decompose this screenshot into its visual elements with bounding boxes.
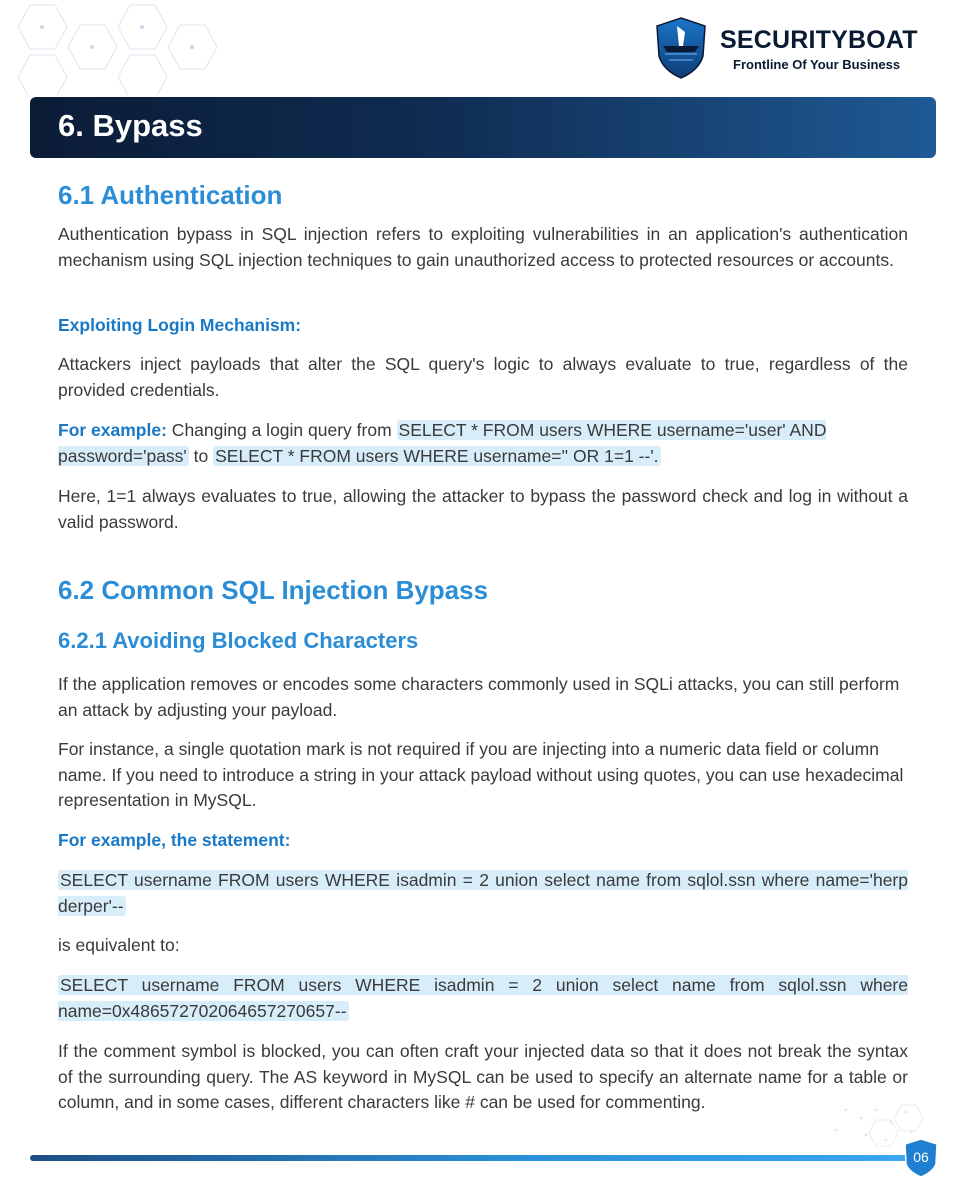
bypass-explanation-paragraph: Here, 1=1 always evaluates to true, allowing the attacker to bypass the password check and log in without a valid password.: [58, 486, 908, 532]
exploiting-login-subheading: Exploiting Login Mechanism:: [58, 315, 302, 335]
login-example-paragraph: [58, 418, 908, 469]
section-heading-authentication: 6.1 Authentication: [58, 180, 283, 210]
example-text: to: [188, 445, 214, 466]
brand-logo: [655, 16, 940, 82]
code-snippet-string-query: SELECT username FROM users WHERE isadmin = 2 union select name from sqlol.ssn where name='herp derper'--: [58, 870, 908, 916]
blocked-characters-paragraph: If the application removes or encodes some characters commonly used in SQLi attacks, you can still perform an attack by adjusting your payload.: [58, 674, 900, 720]
brand-name: SECURITYBOAT: [720, 26, 918, 54]
subsection-heading-blocked-characters: 6.2.1 Avoiding Blocked Characters: [58, 628, 419, 653]
dot-pattern-decoration: [726, 1100, 926, 1155]
login-logic-paragraph: Attackers inject payloads that alter the SQL query's logic to always evaluate to true, regardless of the provided credentials.: [58, 354, 908, 400]
comment-bypass-paragraph: If the comment symbol is blocked, you can often craft your injected data so that it does not break the syntax of the surrounding query. The AS keyword in MySQL can be used to specify an alternate name for a table or column, and in some cases, different characters like # can be used for commenting.: [58, 1041, 908, 1112]
code-snippet-hex-query: SELECT username FROM users WHERE isadmin = 2 union select name from sqlol.ssn where name=0x486572702064657270657--: [58, 975, 908, 1021]
code-block-hex-query: [58, 973, 908, 1024]
section-banner: [30, 97, 936, 158]
hexagon-pattern-decoration: [0, 0, 240, 95]
statement-example-label: For example, the statement:: [58, 830, 291, 850]
code-snippet-injected-query: SELECT * FROM users WHERE username='' OR 1=1 --'.: [215, 445, 659, 466]
section-heading-common-bypass: 6.2 Common SQL Injection Bypass: [58, 575, 489, 605]
hex-representation-paragraph: For instance, a single quotation mark is not required if you are injecting into a numeric data field or column name. If you need to introduce a string in your attack payload without using quotes, you can use hexadecimal representation in MySQL.: [58, 739, 904, 810]
example-label: For example:: [58, 420, 167, 440]
page-title: 6. Bypass: [58, 108, 203, 143]
footer-divider: [30, 1155, 910, 1161]
shield-logo-icon: [655, 16, 707, 80]
page-number: 06: [913, 1149, 929, 1165]
code-block-string-query: [58, 868, 908, 919]
brand-tagline: Frontline Of Your Business: [733, 57, 901, 72]
authentication-intro-paragraph: Authentication bypass in SQL injection refers to exploiting vulnerabilities in an application's authentication mechanism using SQL injection techniques to gain unauthorized access to protected resources or accounts.: [58, 224, 908, 270]
example-text: Changing a login query from: [166, 420, 397, 440]
code-snippet-original-query: SELECT * FROM users WHERE username='user' AND password='pass': [58, 420, 827, 466]
equivalent-label: is equivalent to:: [58, 935, 180, 955]
